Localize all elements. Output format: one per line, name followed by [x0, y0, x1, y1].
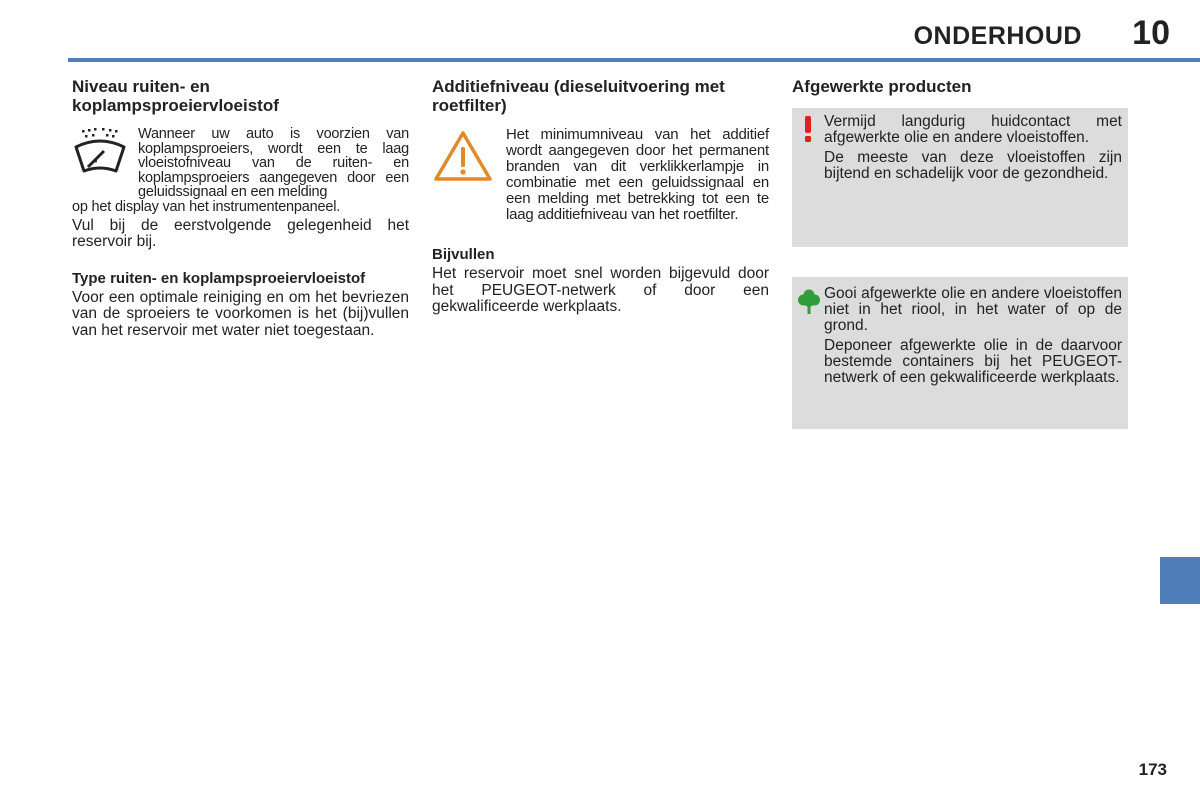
- washer-intro: Wanneer uw auto is voorzien van koplampsproeiers, wordt een te laag vloeistofniveau van de ruiten- en koplampsproeiers aangegeven door een geluidssignaal en een melding: [138, 126, 409, 200]
- section-heading-washer: Niveau ruiten- en koplampsproeiervloeistof: [72, 77, 279, 115]
- chapter-number: 10: [1132, 14, 1170, 52]
- waste-products-section: [792, 77, 1128, 429]
- environment-note: [792, 277, 1128, 429]
- exclamation-icon: [798, 114, 818, 148]
- tree-icon: [798, 289, 820, 319]
- chapter-tab: [1160, 557, 1200, 604]
- washer-fluid-section: [72, 77, 409, 339]
- page-number: 173: [1138, 760, 1167, 779]
- warning-triangle-icon: [432, 127, 506, 187]
- health-warning-note: [792, 108, 1128, 247]
- refill-text: Het reservoir moet snel worden bijgevuld door het PEUGEOT-netwerk of door een gekwalificeerde werkplaats.: [432, 265, 769, 315]
- chapter-title: ONDERHOUD: [913, 22, 1082, 50]
- additive-intro: Het minimumniveau van het additief wordt aangegeven door het permanent branden van dit verklikkerlampje in combinatie met een geluidssignaal en een melding met betrekking tot een te laag additiefniveau van het roetfilter.: [506, 126, 769, 223]
- washer-type-heading: Type ruiten- en koplampsproeiervloeistof: [72, 269, 366, 287]
- section-heading-waste: Afgewerkte producten: [792, 77, 972, 96]
- additive-section: [432, 77, 769, 316]
- section-heading-additive: Additiefniveau (dieseluitvoering met roetfilter): [432, 77, 725, 115]
- refill-heading: Bijvullen: [432, 246, 495, 263]
- health-warning-text-2: De meeste van deze vloeistoffen zijn bijtend en schadelijk voor de gezondheid.: [824, 149, 1122, 182]
- washer-refill-text: Vul bij de eerstvolgende gelegenheid het reservoir bij.: [72, 216, 409, 250]
- washer-fluid-icon: [72, 127, 138, 187]
- washer-type-text: Voor een optimale reiniging en om het bevriezen van de sproeiers te voorkomen is het (bij)vullen van het reservoir met water niet toegestaan.: [72, 288, 409, 339]
- health-warning-text-1: Vermijd langdurig huidcontact met afgewerkte olie en andere vloeistoffen.: [824, 113, 1122, 146]
- header-rule: [68, 58, 1200, 62]
- environment-text-1: Gooi afgewerkte olie en andere vloeistoffen niet in het riool, in het water of op de grond.: [824, 285, 1122, 334]
- environment-text-2: Deponeer afgewerkte olie in de daarvoor bestemde containers bij het PEUGEOT-netwerk of een gekwalificeerde werkplaats.: [824, 337, 1122, 386]
- washer-intro-continued: op het display van het instrumentenpaneel.: [72, 198, 341, 215]
